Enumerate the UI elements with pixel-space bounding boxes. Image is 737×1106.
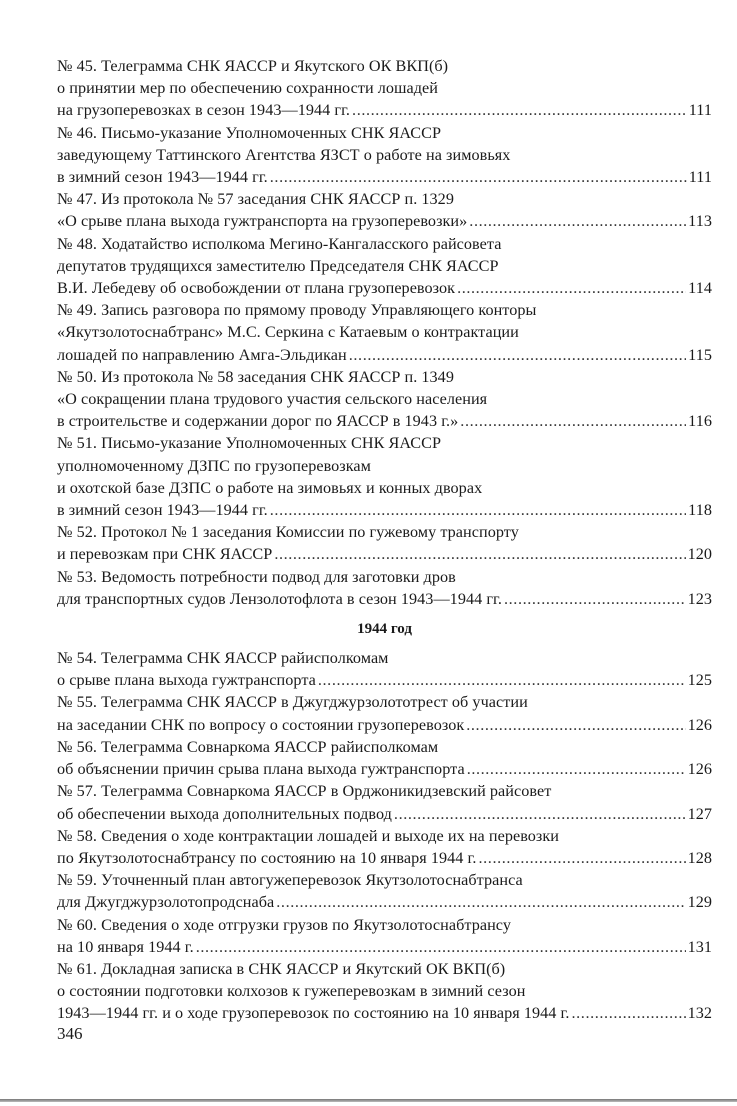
toc-entry: [57, 122, 712, 189]
toc-entry-last-line: [57, 803, 712, 825]
leader-dots: [572, 1002, 686, 1024]
toc-entry-line: № 48. Ходатайство исполкома Мегино-Кангаласского райсовета: [57, 234, 502, 253]
toc-entry-text: В.И. Лебедеву об освобождении от плана грузоперевозок: [57, 279, 456, 298]
toc-entry-page: 126: [687, 715, 712, 734]
toc-entry-page: 123: [687, 589, 712, 608]
toc-entry-line: № 51. Письмо-указание Уполномоченных СНК ЯАССР: [57, 434, 442, 453]
toc-entry-last-line: [57, 99, 712, 121]
toc-entry-last-line: [57, 669, 712, 691]
toc-entry-page: 113: [688, 212, 712, 231]
toc-entry-text: на грузоперевозках в сезон 1943—1944 гг.: [57, 101, 351, 120]
toc-entry-line: о состоянии подготовки колхозов к гужеперевозкам в зимний сезон: [57, 982, 526, 1001]
toc-entry-text: в зимний сезон 1943—1944 гг.: [57, 501, 268, 520]
toc-entry-last-line: [57, 277, 712, 299]
toc-entry-line: № 45. Телеграмма СНК ЯАССР и Якутского ОК ВКП(б): [57, 57, 449, 75]
toc-entry: [57, 188, 712, 232]
toc-entry-line: № 57. Телеграмма Совнаркома ЯАССР в Орджоникидзевский райсовет: [57, 782, 552, 801]
toc-entry: [57, 432, 712, 521]
toc-entry-text: на заседании СНК по вопросу о состоянии грузоперевозок: [57, 715, 465, 734]
toc-entry-page: 127: [687, 804, 712, 823]
leader-dots: [352, 99, 687, 121]
toc-entry-line: и охотской базе ДЗПС о работе на зимовьях и конных дворах: [57, 478, 483, 497]
toc-entry-line: «О сокращении плана трудового участия сельского населения: [57, 390, 488, 409]
page-number: 346: [57, 1024, 83, 1043]
toc-entry-text: об обеспечении выхода дополнительных подвод: [57, 804, 392, 823]
table-of-contents: [57, 55, 712, 1025]
leader-dots: [466, 714, 685, 736]
toc-entry-page: 125: [687, 671, 712, 690]
toc-entry-last-line: [57, 1002, 712, 1024]
leader-dots: [469, 210, 686, 232]
toc-entry-page: 111: [688, 101, 712, 120]
toc-entry-line: № 56. Телеграмма Совнаркома ЯАССР райисполкомам: [57, 737, 439, 756]
toc-entry-text: в зимний сезон 1943—1944 гг.: [57, 168, 268, 187]
toc-entry-page: 131: [687, 937, 712, 956]
toc-entry-last-line: [57, 936, 712, 958]
leader-dots: [276, 891, 685, 913]
toc-entry-text: лошадей по направлению Амга-Эльдикан: [57, 345, 347, 364]
toc-entry: [57, 55, 712, 122]
toc-entry-page: 128: [687, 848, 712, 867]
toc-entry-page: 111: [688, 168, 712, 187]
toc-entry-line: № 59. Уточненный план автогужеперевозок Якутзолотоснабтранса: [57, 871, 523, 890]
leader-dots: [274, 543, 685, 565]
toc-entry: [57, 825, 712, 869]
toc-entry-last-line: [57, 714, 712, 736]
leader-dots: [467, 758, 686, 780]
toc-entry-line: № 46. Письмо-указание Уполномоченных СНК ЯАССР: [57, 123, 442, 142]
toc-entry-last-line: [57, 344, 712, 366]
toc-entry: [57, 566, 712, 610]
toc-entry-last-line: [57, 210, 712, 232]
toc-entry-page: 114: [688, 279, 712, 298]
leader-dots: [318, 669, 686, 691]
toc-entry-page: 132: [687, 1004, 712, 1023]
toc-entry-last-line: [57, 410, 712, 432]
toc-entry: [57, 691, 712, 735]
toc-entry-line: № 52. Протокол № 1 заседания Комиссии по гужевому транспорту: [57, 523, 519, 542]
leader-dots: [196, 936, 686, 958]
toc-entry-line: № 54. Телеграмма СНК ЯАССР райисполкомам: [57, 649, 389, 668]
toc-entry: [57, 233, 712, 300]
leader-dots: [457, 277, 686, 299]
toc-entry-last-line: [57, 499, 712, 521]
leader-dots: [270, 166, 687, 188]
toc-entry-text: по Якутзолотоснабтрансу по состоянию на 10 января 1944 г.: [57, 848, 477, 867]
year-heading: 1944 год: [357, 621, 412, 638]
toc-entry-text: об объяснении причин срыва плана выхода гужтранспорта: [57, 760, 465, 779]
toc-section-1944: [57, 647, 712, 1024]
leader-dots: [270, 499, 686, 521]
toc-entry-text: на 10 января 1944 г.: [57, 937, 194, 956]
toc-entry-last-line: [57, 758, 712, 780]
toc-section-1943: [57, 55, 712, 610]
toc-entry-line: № 50. Из протокола № 58 заседания СНК ЯАССР п. 1349: [57, 367, 454, 386]
toc-entry-last-line: [57, 588, 712, 610]
toc-entry-text: о срыве плана выхода гужтранспорта: [57, 671, 316, 690]
toc-entry: [57, 647, 712, 691]
toc-entry: [57, 736, 712, 780]
leader-dots: [479, 847, 686, 869]
toc-entry-line: заведующему Таттинского Агентства ЯЗСТ о работе на зимовьях: [57, 145, 511, 164]
toc-entry-page: 115: [688, 345, 712, 364]
toc-entry: [57, 869, 712, 913]
toc-entry-last-line: [57, 847, 712, 869]
toc-entry-line: депутатов трудящихся заместителю Председателя СНК ЯАССР: [57, 256, 499, 275]
toc-entry-line: № 53. Ведомость потребности подвод для заготовки дров: [57, 567, 456, 586]
toc-entry-line: № 61. Докладная записка в СНК ЯАССР и Якутский ОК ВКП(б): [57, 959, 506, 978]
toc-entry-line: «Якутзолотоснабтранс» М.С. Серкина с Катаевым о контрактации: [57, 323, 519, 342]
toc-entry-line: уполномоченному ДЗПС по грузоперевозкам: [57, 456, 371, 475]
toc-entry: [57, 521, 712, 565]
toc-entry-page: 116: [688, 412, 712, 431]
toc-entry-line: № 55. Телеграмма СНК ЯАССР в Джугджурзолототрест об участии: [57, 693, 528, 712]
leader-dots: [394, 803, 686, 825]
toc-entry-text: в строительстве и содержании дорог по ЯАССР в 1943 г.»: [57, 412, 459, 431]
toc-entry-line: № 47. Из протокола № 57 заседания СНК ЯАССР п. 1329: [57, 190, 454, 209]
toc-entry-page: 126: [687, 760, 712, 779]
toc-entry-line: № 49. Запись разговора по прямому проводу Управляющего конторы: [57, 301, 537, 320]
toc-entry-last-line: [57, 166, 712, 188]
toc-entry: [57, 914, 712, 958]
toc-entry-page: 118: [688, 501, 712, 520]
toc-entry-last-line: [57, 891, 712, 913]
toc-entry: [57, 299, 712, 366]
toc-entry-page: 129: [687, 893, 712, 912]
toc-entry-text: 1943—1944 гг. и о ходе грузоперевозок по состоянию на 10 января 1944 г.: [57, 1004, 570, 1023]
toc-entry-line: № 60. Сведения о ходе отгрузки грузов по Якутзолотоснабтрансу: [57, 915, 511, 934]
toc-entry-line: № 58. Сведения о ходе контрактации лошадей и выходе их на перевозки: [57, 826, 560, 845]
toc-entry-text: для Джугджурзолотопродснаба: [57, 893, 275, 912]
toc-entry-text: для транспортных судов Лензолотофлота в сезон 1943—1944 гг.: [57, 589, 503, 608]
toc-entry-text: и перевозкам при СНК ЯАССР: [57, 545, 273, 564]
toc-entry-last-line: [57, 543, 712, 565]
leader-dots: [349, 344, 686, 366]
leader-dots: [460, 410, 686, 432]
toc-entry-text: «О срыве плана выхода гужтранспорта на грузоперевозки»: [57, 212, 468, 231]
toc-entry-page: 120: [687, 545, 712, 564]
toc-entry: [57, 780, 712, 824]
leader-dots: [504, 588, 686, 610]
toc-entry-line: о принятии мер по обеспечению сохранности лошадей: [57, 79, 439, 98]
toc-entry: [57, 366, 712, 433]
bottom-scan-edge: [0, 1099, 737, 1102]
toc-entry: [57, 958, 712, 1025]
